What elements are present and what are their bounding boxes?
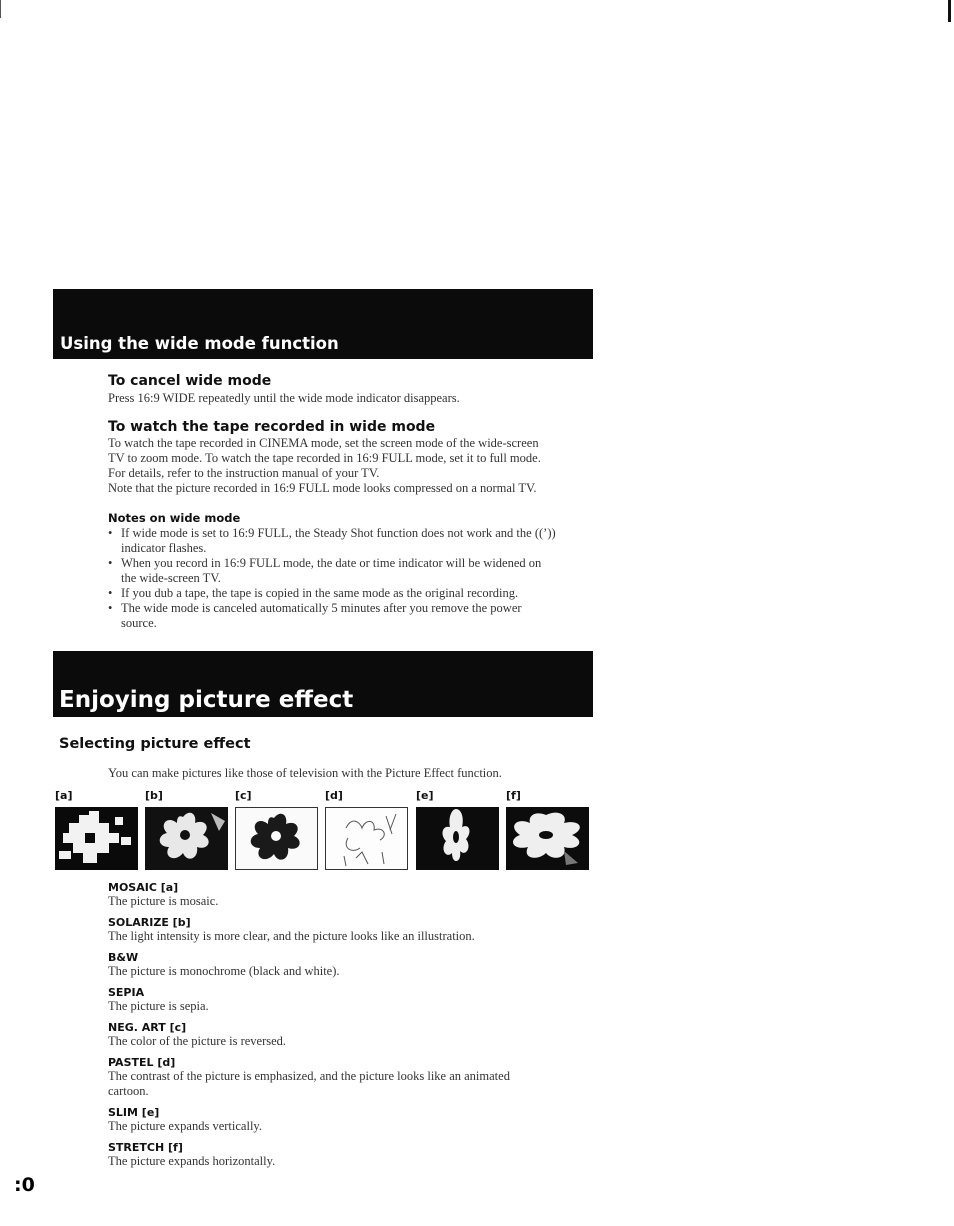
effect-name: STRETCH [f]	[108, 1141, 183, 1154]
bullet-icon: •	[108, 526, 113, 540]
effect-name: MOSAIC [a]	[108, 881, 179, 894]
cancel-heading: To cancel wide mode	[108, 373, 272, 389]
note-item	[108, 601, 556, 631]
bullet-icon: •	[108, 556, 113, 570]
effect-item	[108, 881, 588, 909]
intro-text: You can make pictures like those of television with the Picture Effect function.	[108, 766, 502, 780]
note-line: When you record in 16:9 FULL mode, the date or time indicator will be widened on	[121, 556, 542, 570]
effect-desc: The picture expands horizontally.	[108, 1154, 276, 1168]
watch-heading: To watch the tape recorded in wide mode	[108, 419, 436, 435]
slim-image	[416, 807, 499, 870]
note-line: the wide-screen TV.	[121, 571, 221, 585]
watch-text	[108, 436, 541, 496]
effect-desc: The light intensity is more clear, and the picture looks like an illustration.	[108, 929, 475, 943]
effect-name: SEPIA	[108, 986, 145, 999]
pastel-image	[325, 807, 408, 870]
image-label: [c]	[235, 789, 252, 802]
effect-name: B&W	[108, 951, 139, 964]
effect-item	[108, 1106, 588, 1134]
note-item	[108, 586, 556, 601]
effect-item	[108, 916, 588, 944]
note-item	[108, 526, 556, 556]
image-label: [d]	[325, 789, 343, 802]
effect-name: PASTEL [d]	[108, 1056, 176, 1069]
section-title: Enjoying picture effect	[59, 687, 354, 713]
scan-edge-mark	[0, 0, 1, 18]
effect-item	[108, 986, 588, 1014]
effect-item	[108, 1021, 588, 1049]
neg-art-image	[235, 807, 318, 870]
note-line: If wide mode is set to 16:9 FULL, the Steady Shot function does not work and the ((’))	[121, 526, 556, 540]
page-number: :0	[14, 1174, 35, 1196]
note-line: indicator flashes.	[121, 541, 207, 555]
effect-desc: The picture expands vertically.	[108, 1119, 262, 1133]
solarize-image	[145, 807, 228, 870]
effect-desc: The contrast of the picture is emphasized, and the picture looks like an animated	[108, 1069, 510, 1083]
cancel-text: Press 16:9 WIDE repeatedly until the wide mode indicator disappears.	[108, 391, 460, 405]
effect-desc: The picture is sepia.	[108, 999, 209, 1013]
effect-name: SOLARIZE [b]	[108, 916, 191, 929]
effect-desc: The picture is mosaic.	[108, 894, 219, 908]
image-label: [b]	[145, 789, 163, 802]
effect-desc: The color of the picture is reversed.	[108, 1034, 287, 1048]
effect-desc: The picture is monochrome (black and white).	[108, 964, 340, 978]
effect-desc: cartoon.	[108, 1084, 149, 1098]
image-label: [f]	[506, 789, 521, 802]
image-label: [a]	[55, 789, 73, 802]
bullet-icon: •	[108, 601, 113, 615]
watch-line: Note that the picture recorded in 16:9 FULL mode looks compressed on a normal TV.	[108, 481, 537, 495]
stretch-image	[506, 807, 589, 870]
note-line: source.	[121, 616, 157, 630]
effect-item	[108, 1141, 588, 1169]
effect-item	[108, 951, 588, 979]
note-line: The wide mode is canceled automatically 5 minutes after you remove the power	[121, 601, 522, 615]
watch-line: TV to zoom mode. To watch the tape recorded in 16:9 FULL mode, set it to full mode.	[108, 451, 541, 465]
mosaic-image	[55, 807, 138, 870]
effects-list	[108, 881, 588, 1176]
section-header-wide-mode	[53, 289, 593, 359]
notes-list	[108, 526, 556, 631]
subheading: Selecting picture effect	[59, 736, 251, 752]
scan-edge-mark	[948, 0, 951, 22]
effect-name: NEG. ART [c]	[108, 1021, 187, 1034]
effect-item	[108, 1056, 588, 1099]
watch-line: To watch the tape recorded in CINEMA mode, set the screen mode of the wide-screen	[108, 436, 539, 450]
section-header-picture-effect	[53, 651, 593, 717]
image-label: [e]	[416, 789, 434, 802]
notes-heading: Notes on wide mode	[108, 511, 241, 525]
watch-line: For details, refer to the instruction manual of your TV.	[108, 466, 380, 480]
note-line: If you dub a tape, the tape is copied in the same mode as the original recording.	[121, 586, 519, 600]
note-item	[108, 556, 556, 586]
bullet-icon: •	[108, 586, 113, 600]
section-title: Using the wide mode function	[60, 334, 339, 353]
effect-name: SLIM [e]	[108, 1106, 160, 1119]
